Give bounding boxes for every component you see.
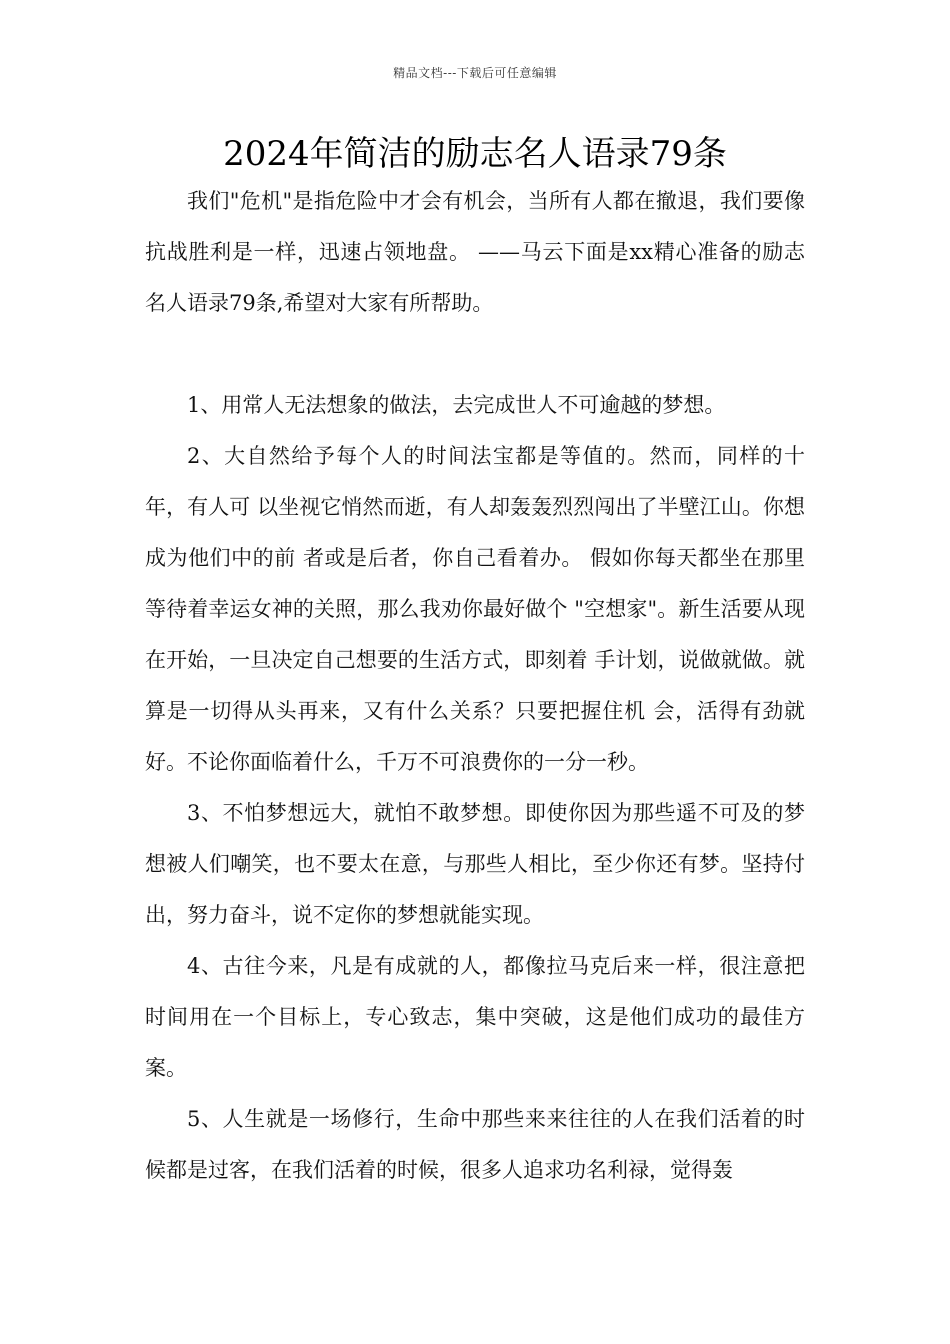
blank-line (145, 329, 805, 380)
quote-paragraph-1: 1、用常人无法想象的做法，去完成世人不可逾越的梦想。 (187, 393, 726, 417)
page-header: 精品文档---下载后可任意编辑 (393, 66, 557, 80)
document-title: 2024年简洁的励志名人语录79条 (223, 134, 727, 174)
quote-paragraph-3: 3、不怕梦想远大，就怕不敢梦想。即使你因为那些遥不可及的梦想被人们嘲笑，也不要太在意，与那些人相比，至少你还有梦。坚持付出，努力奋斗，说不定你的梦想就能实现。 (145, 801, 805, 927)
quote-paragraph-5: 5、人生就是一场修行，生命中那些来来往往的人在我们活着的时候都是过客，在我们活着的时候，很多人追求功名利禄，觉得轰 (145, 1107, 805, 1182)
document-body (145, 176, 805, 1196)
intro-paragraph: 我们"危机"是指危险中才会有机会，当所有人都在撤退，我们要像抗战胜利是一样，迅速占领地盘。 ——马云下面是xx精心准备的励志名人语录79条,希望对大家有所帮助。 (145, 189, 805, 315)
quote-paragraph-2: 2、大自然给予每个人的时间法宝都是等值的。然而，同样的十年，有人可 以坐视它悄然而逝，有人却轰轰烈烈闯出了半壁江山。你想成为他们中的前 者或是后者，你自己看着办。 假如你每天都坐在那里等待着幸运女神的关照，那么我劝你最好做个 "空想家"。新生活要从现在开始，一旦决定自己想要的生活方式，即刻着 手计划，说做就做。就算是一切得从头再来，又有什么关系？只要把握住机 会，活得有劲就好。不论你面临着什么，千万不可浪费你的一分一秒。 (145, 444, 805, 774)
quote-paragraph-4: 4、古往今来，凡是有成就的人，都像拉马克后来一样，很注意把时间用在一个目标上，专心致志，集中突破，这是他们成功的最佳方案。 (145, 954, 805, 1080)
